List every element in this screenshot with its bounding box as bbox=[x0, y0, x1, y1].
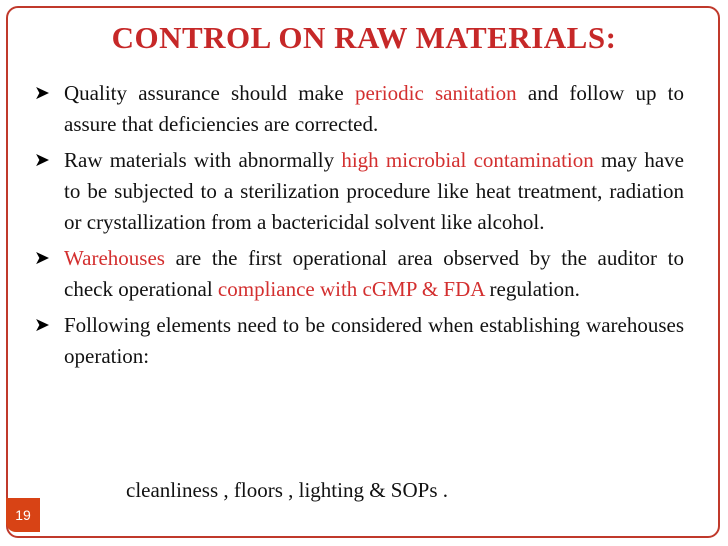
text-run: may have to be subjected to a sterilization procedure like heat treatment, radiation or crystallization from a bactericidal solvent like alcohol. bbox=[64, 148, 684, 234]
bullet-text bbox=[64, 313, 684, 368]
sub-items-line: cleanliness , floors , lighting & SOPs . bbox=[126, 478, 448, 502]
highlight-text: periodic sanitation bbox=[354, 81, 517, 105]
text-run: Raw materials with abnormally bbox=[64, 148, 342, 172]
highlight-text: Warehouses bbox=[64, 246, 165, 270]
page-number-badge: 19 bbox=[6, 498, 40, 532]
text-run: are the first operational area observed by the auditor to check operational bbox=[64, 246, 684, 301]
bullet-arrow-icon: ➤ bbox=[34, 83, 50, 104]
text-run: and follow up to assure that deficiencies are corrected. bbox=[64, 81, 685, 136]
bullet-item bbox=[34, 78, 684, 140]
bullet-list bbox=[34, 78, 684, 377]
bullet-arrow-icon: ➤ bbox=[34, 150, 50, 171]
text-run: Quality assurance should make bbox=[64, 81, 355, 105]
bullet-item bbox=[34, 243, 684, 305]
bullet-text bbox=[64, 81, 684, 136]
bullet-text bbox=[64, 246, 684, 301]
bullet-text bbox=[64, 148, 684, 234]
bullet-item bbox=[34, 310, 684, 372]
bullet-arrow-icon: ➤ bbox=[34, 315, 50, 336]
highlight-text: high microbial contamination bbox=[341, 148, 594, 172]
text-run: regulation. bbox=[484, 277, 580, 301]
bullet-arrow-icon: ➤ bbox=[34, 248, 50, 269]
bullet-item bbox=[34, 145, 684, 238]
highlight-text: compliance with cGMP & FDA bbox=[217, 277, 485, 301]
text-run: Following elements need to be considered when establishing warehouses operation: bbox=[64, 313, 684, 368]
slide-title: CONTROL ON RAW MATERIALS: bbox=[111, 20, 617, 55]
